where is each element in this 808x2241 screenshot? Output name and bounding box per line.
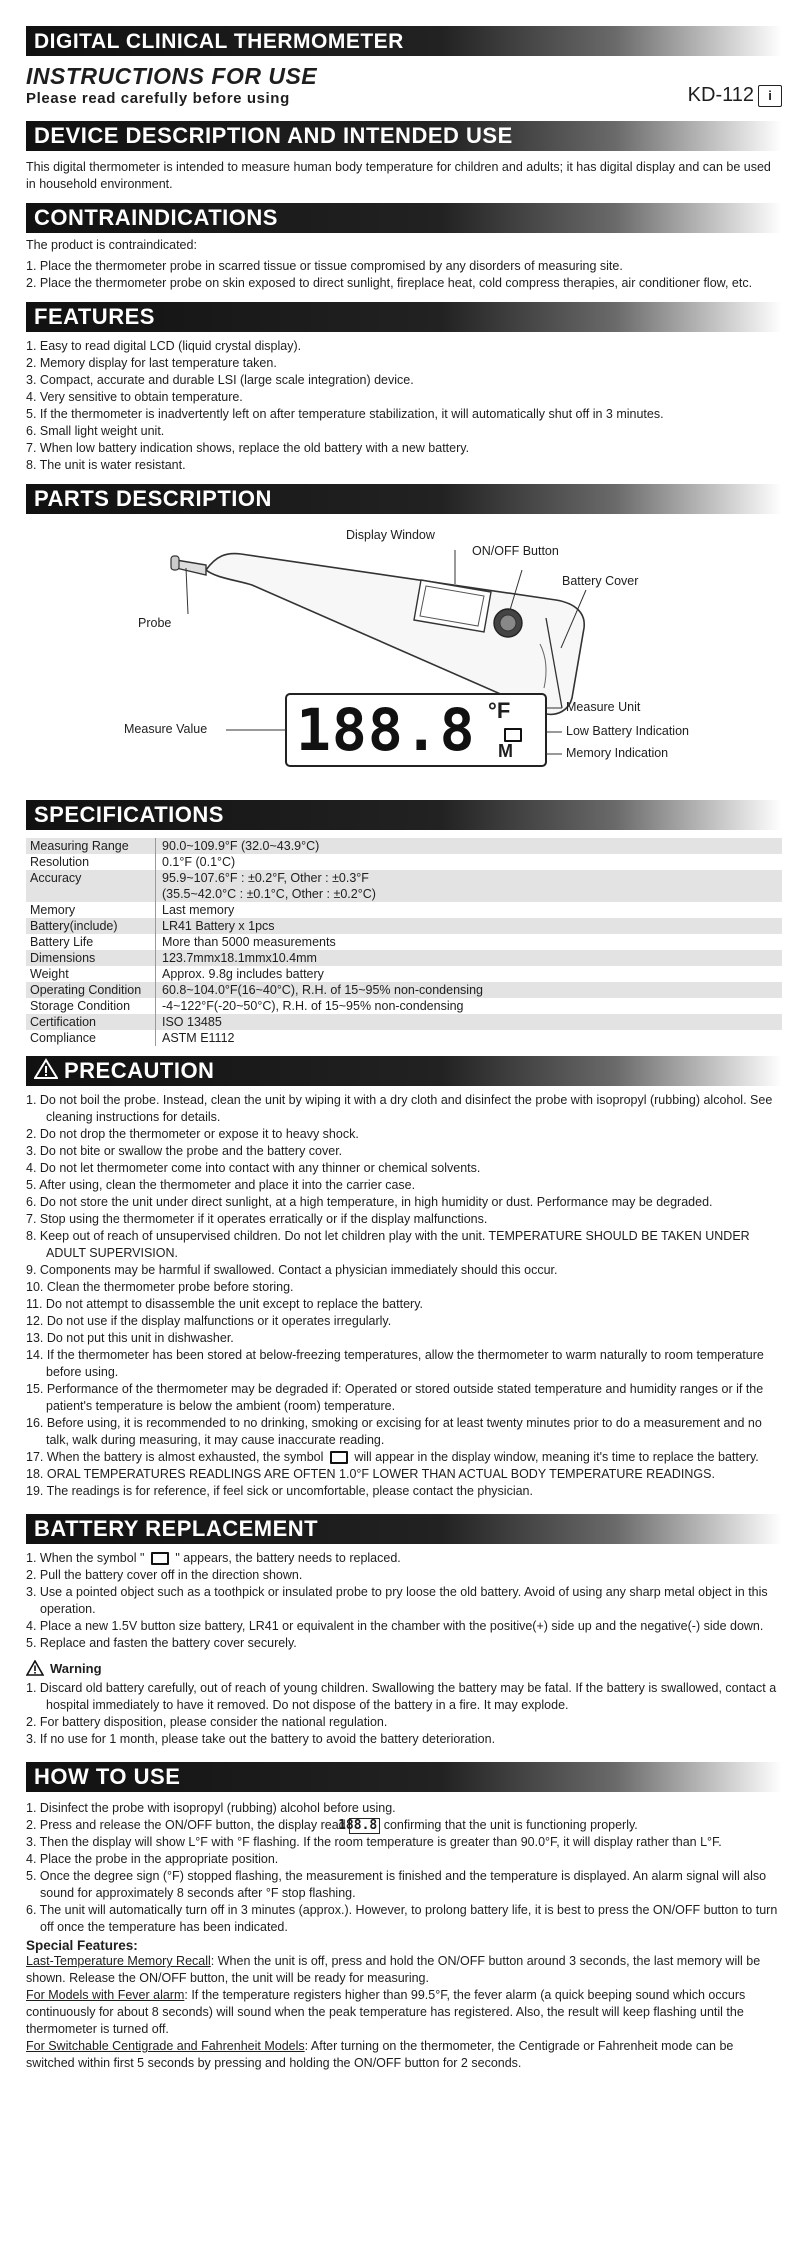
contra-heading-bar [26, 203, 782, 233]
battery-warning-list [26, 1680, 782, 1748]
spec-value-line: LR41 Battery x 1pcs [162, 919, 275, 934]
spec-key: Weight [26, 966, 156, 982]
list-item: 12. Do not use if the display malfunctions or it operates irregularly. [26, 1314, 392, 1329]
list-item: 1. When the symbol " " appears, the battery needs to replaced. [26, 1551, 401, 1566]
list-item: 8. The unit is water resistant. [26, 458, 186, 473]
list-item: 17. When the battery is almost exhausted, the symbol will appear in the display window, meaning it's time to replace the battery. [26, 1450, 759, 1465]
list-item: 5. After using, clean the thermometer and place it into the carrier case. [26, 1178, 416, 1193]
spec-row [26, 902, 782, 918]
spec-row [26, 1014, 782, 1030]
list-item: 2. Do not drop the thermometer or expose it to heavy shock. [26, 1127, 359, 1142]
special-features-title: Special Features: [26, 1938, 138, 1954]
special-feature-text: : When the unit is off, press and hold the ON/OFF button around 3 seconds, the last memory will be shown. Release the ON/OFF button, the unit will be ready for measuring. [26, 1954, 761, 1986]
spec-row [26, 982, 782, 998]
parts-diagram [26, 520, 782, 798]
specs-heading-bar [26, 800, 782, 830]
parts-heading-bar [26, 484, 782, 514]
list-item: 8. Keep out of reach of unsupervised children. Do not let children play with the unit. TEMPERATURE SHOULD BE TAKEN UNDER ADULT SUPERVISION. [26, 1229, 750, 1261]
spec-value-line: 123.7mmx18.1mmx10.4mm [162, 951, 317, 966]
spec-value [156, 966, 783, 982]
battery-symbol-icon [151, 1552, 169, 1565]
list-item: 10. Clean the thermometer probe before storing. [26, 1280, 294, 1295]
list-item: 18. ORAL TEMPERATURES READLINGS ARE OFTEN 1.0°F LOWER THAN ACTUAL BODY TEMPERATURE READINGS. [26, 1467, 715, 1482]
label-battery-cover: Battery Cover [562, 574, 639, 589]
spec-value [156, 902, 783, 918]
label-measure-unit: Measure Unit [566, 700, 641, 715]
parts-heading: PARTS DESCRIPTION [34, 486, 272, 512]
spec-key: Resolution [26, 854, 156, 870]
list-item: 4. Place a new 1.5V button size battery, LR41 or equivalent in the chamber with the positive(+) side up and the negative(-) side down. [26, 1619, 764, 1634]
spec-value [156, 982, 783, 998]
label-memory-indication: Memory Indication [566, 746, 669, 761]
spec-row [26, 918, 782, 934]
list-item: 5. If the thermometer is inadvertently left on after temperature stabilization, it will automatically shut off in 3 minutes. [26, 407, 664, 422]
special-feature [26, 1953, 782, 1987]
list-item: 3. If no use for 1 month, please take out the battery to avoid the battery deterioration. [26, 1732, 496, 1747]
spec-value [156, 934, 783, 950]
spec-row [26, 998, 782, 1014]
features-heading: FEATURES [34, 304, 155, 330]
special-feature-text: : After turning on the thermometer, the Centigrade or Fahrenheit mode can be switched within first 5 seconds by pressing and holding the ON/OFF button for 2 seconds. [26, 2039, 734, 2071]
contra-heading: CONTRAINDICATIONS [34, 205, 278, 231]
lcd-degree-unit: °F [488, 698, 511, 724]
list-item: 1. Do not boil the probe. Instead, clean the unit by wiping it with a dry cloth and disinfect the probe with isopropyl (rubbing) alcohol. See cleaning instructions for details. [26, 1093, 773, 1125]
spec-row [26, 950, 782, 966]
device-heading: DEVICE DESCRIPTION AND INTENDED USE [34, 123, 513, 149]
label-low-battery: Low Battery Indication [566, 724, 689, 739]
document-title: DIGITAL CLINICAL THERMOMETER [34, 29, 404, 53]
list-item: 11. Do not attempt to disassemble the unit except to replace the battery. [26, 1297, 423, 1312]
specs-table [26, 838, 782, 1046]
spec-value [156, 950, 783, 966]
spec-key: Battery(include) [26, 918, 156, 934]
lcd-digits: 188.8 [296, 696, 476, 765]
warning-triangle-icon [34, 1058, 58, 1084]
list-item: 4. Place the probe in the appropriate position. [26, 1852, 279, 1867]
model-block [688, 84, 782, 107]
spec-row [26, 934, 782, 950]
spec-key: Operating Condition [26, 982, 156, 998]
list-item: 14. If the thermometer has been stored at below-freezing temperatures, allow the thermometer to warm naturally to room temperature before using. [26, 1348, 764, 1380]
spec-value [156, 998, 783, 1014]
battery-list [26, 1550, 782, 1652]
spec-row [26, 870, 782, 902]
list-item: 6. The unit will automatically turn off in 3 minutes (approx.). However, to prolong battery life, it is best to press the ON/OFF button to turn off once the temperature has been indicated. [26, 1903, 778, 1935]
precaution-heading-bar [26, 1056, 782, 1086]
warning-triangle-icon [26, 1660, 44, 1676]
howto-list [26, 1800, 782, 1936]
label-display-window: Display Window [346, 528, 435, 543]
list-item: 9. Components may be harmful if swallowed. Contact a physician immediately should this occur. [26, 1263, 558, 1278]
model-number: KD-112 [687, 84, 754, 107]
list-item: 2. Press and release the ON/OFF button, the display read 188.8 confirming that the unit is functioning properly. [26, 1817, 638, 1833]
list-item: 4. Very sensitive to obtain temperature. [26, 390, 243, 405]
lcd-inline-symbol: 188.8 [349, 1818, 380, 1834]
spec-key: Certification [26, 1014, 156, 1030]
label-measure-value: Measure Value [124, 722, 208, 737]
lcd-unit-f: F [496, 698, 511, 724]
spec-value [156, 870, 783, 902]
spec-row [26, 838, 782, 854]
contra-intro: The product is contraindicated: [26, 238, 197, 253]
battery-heading-bar [26, 1514, 782, 1544]
warning-label: Warning [50, 1660, 102, 1676]
spec-value [156, 918, 783, 934]
specs-heading: SPECIFICATIONS [34, 802, 224, 828]
lcd-memory-m: M [498, 741, 513, 762]
consult-instructions-icon: i [758, 85, 782, 107]
spec-value-line: Approx. 9.8g includes battery [162, 967, 324, 982]
spec-value-line: ASTM E1112 [162, 1031, 235, 1046]
howto-heading: HOW TO USE [34, 1764, 181, 1790]
list-item: 16. Before using, it is recommended to no drinking, smoking or excising for at least twenty minutes prior to do a measurement and no talk, walk during measuring, it may cause inaccurate reading. [26, 1416, 762, 1448]
list-item: 19. The readings is for reference, if feel sick or uncomfortable, please contact the physician. [26, 1484, 533, 1499]
list-item: 5. Replace and fasten the battery cover securely. [26, 1636, 297, 1651]
list-item: 6. Do not store the unit under direct sunlight, at a high temperature, in high humidity or dust. Performance may be degraded. [26, 1195, 713, 1210]
special-feature-title: For Switchable Centigrade and Fahrenheit Models [26, 2039, 305, 2054]
contra-list [26, 258, 782, 292]
label-onoff-button: ON/OFF Button [472, 544, 559, 559]
list-item: 1. Place the thermometer probe in scarred tissue or tissue compromised by any disorders of measuring site. [26, 259, 623, 274]
list-item: 2. Memory display for last temperature taken. [26, 356, 277, 371]
list-item: 1. Disinfect the probe with isopropyl (rubbing) alcohol before using. [26, 1801, 396, 1816]
lcd-battery-icon [504, 728, 522, 742]
spec-value-line: 60.8~104.0°F(16~40°C), R.H. of 15~95% non-condensing [162, 983, 483, 998]
list-item: 2. Pull the battery cover off in the direction shown. [26, 1568, 303, 1583]
list-item: 15. Performance of the thermometer may be degraded if: Operated or stored outside stated temperature and humidity ranges or if the patient's temperature is below the ambient (room) temperature. [26, 1382, 764, 1414]
spec-value [156, 854, 783, 870]
list-item: 6. Small light weight unit. [26, 424, 165, 439]
spec-value-line: ISO 13485 [162, 1015, 222, 1030]
list-item: 3. Compact, accurate and durable LSI (large scale integration) device. [26, 373, 414, 388]
spec-value-line: 90.0~109.9°F (32.0~43.9°C) [162, 839, 320, 854]
features-heading-bar [26, 302, 782, 332]
precaution-heading: PRECAUTION [64, 1058, 215, 1084]
spec-value-line: Last memory [162, 903, 235, 918]
device-text: This digital thermometer is intended to measure human body temperature for children and adults; it has digital display and can be used in household environment. [26, 160, 771, 192]
spec-value-line: More than 5000 measurements [162, 935, 336, 950]
list-item: 7. When low battery indication shows, replace the old battery with a new battery. [26, 441, 470, 456]
spec-value [156, 1014, 783, 1030]
special-feature-title: Last-Temperature Memory Recall [26, 1954, 211, 1969]
spec-key: Accuracy [26, 870, 156, 902]
list-item: 1. Discard old battery carefully, out of reach of young children. Swallowing the battery may be fatal. If the battery is swallowed, contact a hospital immediately to have it removed. Do not dispose of the battery in a fire. It may explode. [26, 1681, 777, 1713]
battery-warning-label-row [26, 1660, 782, 1676]
special-feature-title: For Models with Fever alarm [26, 1988, 185, 2003]
features-list [26, 338, 782, 474]
spec-value [156, 1030, 783, 1046]
list-item: 3. Use a pointed object such as a toothpick or insulated probe to pry loose the old battery. Avoid of using any sharp metal object in this operation. [26, 1585, 768, 1617]
spec-key: Dimensions [26, 950, 156, 966]
howto-heading-bar [26, 1762, 782, 1792]
instructions-title: INSTRUCTIONS FOR USE [26, 63, 318, 89]
list-item: 4. Do not let thermometer come into contact with any thinner or chemical solvents. [26, 1161, 481, 1176]
device-heading-bar [26, 121, 782, 151]
spec-value-line: 95.9~107.6°F : ±0.2°F, Other : ±0.3°F [162, 871, 369, 886]
list-item: 13. Do not put this unit in dishwasher. [26, 1331, 234, 1346]
special-feature [26, 1987, 782, 2038]
special-feature-text: : If the temperature registers higher than 99.5°F, the fever alarm (a quick beeping sound which occurs continuously for about 8 seconds) will sound when the peak temperature has registered. Also, the result will keep flashing until the thermometer is turned off. [26, 1988, 746, 2037]
spec-row [26, 854, 782, 870]
battery-symbol-icon [330, 1451, 348, 1464]
label-probe: Probe [138, 616, 172, 631]
spec-value-line: -4~122°F(-20~50°C), R.H. of 15~95% non-condensing [162, 999, 464, 1014]
header-row [26, 64, 782, 107]
spec-row [26, 966, 782, 982]
instructions-subtitle: Please read carefully before using [26, 90, 290, 108]
precaution-list [26, 1092, 782, 1500]
spec-value-line: (35.5~42.0°C : ±0.1°C, Other : ±0.2°C) [162, 887, 376, 902]
spec-value [156, 838, 783, 854]
list-item: 2. Place the thermometer probe on skin exposed to direct sunlight, fireplace heat, cold compress therapies, air conditioner flow, etc. [26, 276, 753, 291]
list-item: 3. Do not bite or swallow the probe and the battery cover. [26, 1144, 343, 1159]
spec-key: Memory [26, 902, 156, 918]
spec-key: Compliance [26, 1030, 156, 1046]
spec-key: Measuring Range [26, 838, 156, 854]
list-item: 5. Once the degree sign (°F) stopped flashing, the measurement is finished and the temperature is displayed. An alarm signal will also sound for approximately 8 seconds after °F stop flashing. [26, 1869, 767, 1901]
spec-row [26, 1030, 782, 1046]
spec-key: Battery Life [26, 934, 156, 950]
list-item: 7. Stop using the thermometer if it operates erratically or if the display malfunctions. [26, 1212, 488, 1227]
list-item: 1. Easy to read digital LCD (liquid crystal display). [26, 339, 302, 354]
title-bar [26, 26, 782, 56]
list-item: 2. For battery disposition, please consider the national regulation. [26, 1715, 388, 1730]
list-item: 3. Then the display will show L°F with °F flashing. If the room temperature is greater than 90.0°F, it will display rather than L°F. [26, 1835, 722, 1850]
battery-heading: BATTERY REPLACEMENT [34, 1516, 319, 1542]
special-feature [26, 2038, 782, 2072]
spec-key: Storage Condition [26, 998, 156, 1014]
special-features [26, 1953, 782, 2072]
spec-value-line: 0.1°F (0.1°C) [162, 855, 236, 870]
